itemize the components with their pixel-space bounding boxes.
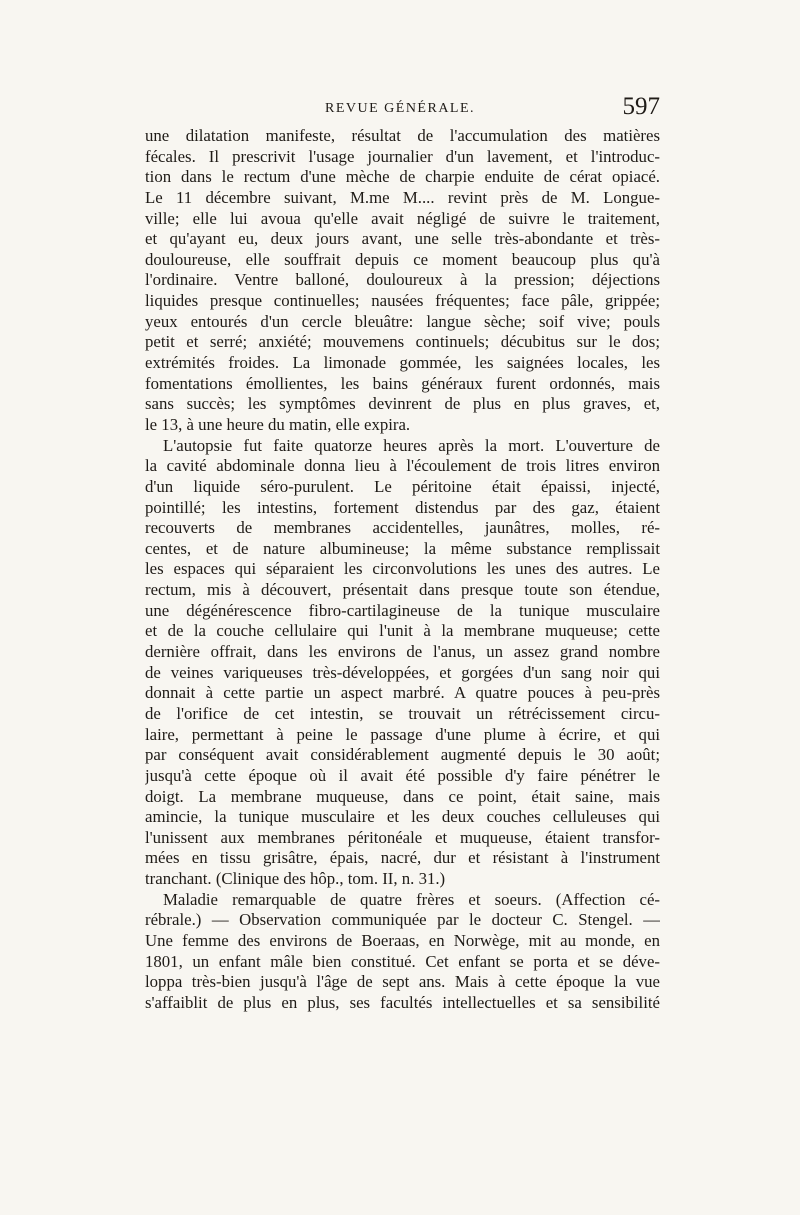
text-line: une dilatation manifeste, résultat de l'accumulation des matières <box>145 126 660 145</box>
text-line: amincie, la tunique musculaire et les deux couches celluleuses qui <box>145 807 660 827</box>
text-line: laire, permettant à peine le passage d'une plume à écrire, et qui <box>145 724 660 744</box>
text-line: 1801, un enfant mâle bien constitué. Cet enfant se porta et se déve- <box>145 951 660 971</box>
text-line: et qu'ayant eu, deux jours avant, une selle très-abondante et très- <box>145 229 660 249</box>
section-heading-line: Maladie remarquable de quatre frères et soeurs. (Affection cé- <box>163 889 660 909</box>
text-line: petit et serré; anxiété; mouvemens continuels; décubitus sur le dos; <box>145 332 660 352</box>
text-line: recouverts de membranes accidentelles, jaunâtres, molles, ré- <box>145 518 660 538</box>
text-line: L'autopsie fut faite quatorze heures après la mort. L'ouverture de <box>163 435 660 455</box>
body-text <box>145 126 660 1014</box>
text-line: doigt. La membrane muqueuse, dans ce point, était saine, mais <box>145 786 660 806</box>
text-line: pointillé; les intestins, fortement distendus par des gaz, étaient <box>145 497 660 517</box>
text-line: l'unissent aux membranes péritonéale et muqueuse, étaient transfor- <box>145 827 660 847</box>
text-line: de l'orifice de cet intestin, se trouvait un rétrécissement circu- <box>145 703 660 723</box>
text-line: le 13, à une heure du matin, elle expira. <box>145 414 411 434</box>
text-line: de veines variqueuses très-développées, et gorgées d'un sang noir qui <box>145 662 660 682</box>
text-line: fomentations émollientes, les bains généraux furent ordonnés, mais <box>145 373 660 393</box>
text-line: liquides presque continuelles; nausées fréquentes; face pâle, grippée; <box>145 291 660 311</box>
text-line: tion dans le rectum d'une mèche de charpie enduite de cérat opiacé. <box>145 167 660 187</box>
text-line: extrémités froides. La limonade gommée, les saignées locales, les <box>145 353 660 373</box>
text-line: s'affaiblit de plus en plus, ses facultés intellectuelles et sa sensibilité <box>145 992 660 1012</box>
text-line: et de la couche cellulaire qui l'unit à la membrane muqueuse; cette <box>145 621 660 641</box>
text-line: mées en tissu grisâtre, épais, nacré, dur et résistant à l'instrument <box>145 848 660 868</box>
text-line: tranchant. (Clinique des hôp., tom. II, n. 31.) <box>145 869 446 889</box>
text-line: donnait à cette partie un aspect marbré. A quatre pouces à peu-près <box>145 683 660 703</box>
page-number: 597 <box>622 93 660 120</box>
text-line: rébrale.) — Observation communiquée par le docteur C. Stengel. — <box>145 910 660 930</box>
text-line: par conséquent avait considérablement augmenté depuis le 30 août; <box>145 745 660 765</box>
text-line: fécales. Il prescrivit l'usage journalier d'un lavement, et l'introduc- <box>145 146 660 166</box>
text-line: yeux entourés d'un cercle bleuâtre: langue sèche; soif vive; pouls <box>145 311 660 331</box>
text-line: douloureuse, elle souffrait depuis ce moment beaucoup plus qu'à <box>145 249 660 269</box>
text-line: sans succès; les symptômes devinrent de plus en plus graves, et, <box>145 394 660 414</box>
text-line: les espaces qui séparaient les circonvolutions les unes des autres. Le <box>145 559 660 579</box>
text-line: loppa très-bien jusqu'à l'âge de sept ans. Mais à cette époque la vue <box>145 972 660 992</box>
text-line: d'un liquide séro-purulent. Le péritoine était épaissi, injecté, <box>145 476 660 496</box>
running-head <box>145 93 660 123</box>
text-line: jusqu'à cette époque où il avait été possible d'y faire pénétrer le <box>145 765 660 785</box>
text-line: la cavité abdominale donna lieu à l'écoulement de trois litres environ <box>145 456 660 476</box>
text-line: Une femme des environs de Boeraas, en Norwège, mit au monde, en <box>145 930 660 950</box>
text-line: dernière offrait, dans les environs de l'anus, un assez grand nombre <box>145 642 660 662</box>
text-line: une dégénérescence fibro-cartilagineuse de la tunique musculaire <box>145 600 660 620</box>
running-title: REVUE GÉNÉRALE. <box>325 101 476 116</box>
text-line: l'ordinaire. Ventre balloné, douloureux à la pression; déjections <box>145 270 660 290</box>
text-line: rectum, mis à découvert, présentait dans presque toute son étendue, <box>145 580 660 600</box>
text-line: ville; elle lui avoua qu'elle avait négligé de suivre le traitement, <box>145 208 660 228</box>
text-line: centes, et de nature albumineuse; la même substance remplissait <box>145 538 660 558</box>
text-line: Le 11 décembre suivant, M.me M.... revint près de M. Longue- <box>145 187 660 207</box>
